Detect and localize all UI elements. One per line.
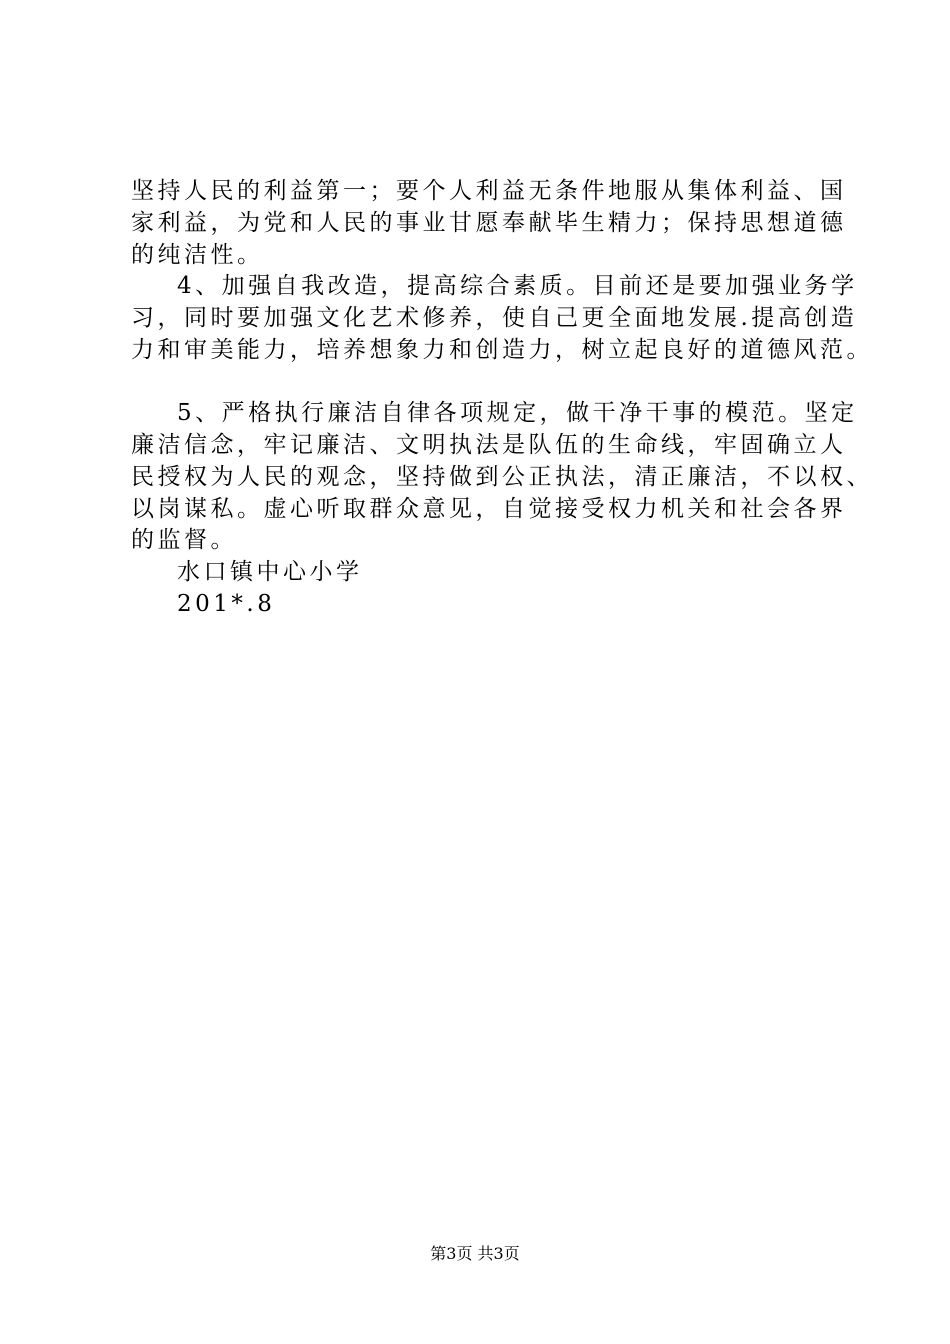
paragraph-1-line-1: 坚持人民的利益第一；要个人利益无条件地服从集体利益、国 bbox=[131, 178, 847, 204]
signature-date: 201*.8 bbox=[177, 591, 276, 617]
paragraph-3-line-2: 廉洁信念，牢记廉洁、文明执法是队伍的生命线，牢固确立人 bbox=[131, 432, 847, 458]
page-footer: 第3页 共3页 bbox=[430, 1244, 520, 1263]
paragraph-2-line-1: 4、加强自我改造，提高综合素质。目前还是要加强业务学 bbox=[177, 273, 858, 299]
signature-organization: 水口镇中心小学 bbox=[177, 559, 363, 585]
paragraph-3-line-4: 以岗谋私。虚心听取群众意见，自觉接受权力机关和社会各界 bbox=[131, 496, 847, 522]
paragraph-1-line-2: 家利益，为党和人民的事业甘愿奉献毕生精力；保持思想道德 bbox=[131, 210, 847, 236]
paragraph-1-line-3: 的纯洁性。 bbox=[131, 242, 264, 268]
paragraph-2-line-2: 习，同时要加强文化艺术修养，使自己更全面地发展.提高创造 bbox=[131, 305, 858, 331]
paragraph-3-line-1: 5、严格执行廉洁自律各项规定，做干净干事的模范。坚定 bbox=[177, 400, 858, 426]
paragraph-3-line-5: 的监督。 bbox=[131, 527, 237, 553]
paragraph-2-line-3: 力和审美能力，培养想象力和创造力，树立起良好的道德风范。 bbox=[131, 337, 873, 363]
paragraph-3-line-3: 民授权为人民的观念，坚持做到公正执法，清正廉洁，不以权、 bbox=[131, 464, 873, 490]
